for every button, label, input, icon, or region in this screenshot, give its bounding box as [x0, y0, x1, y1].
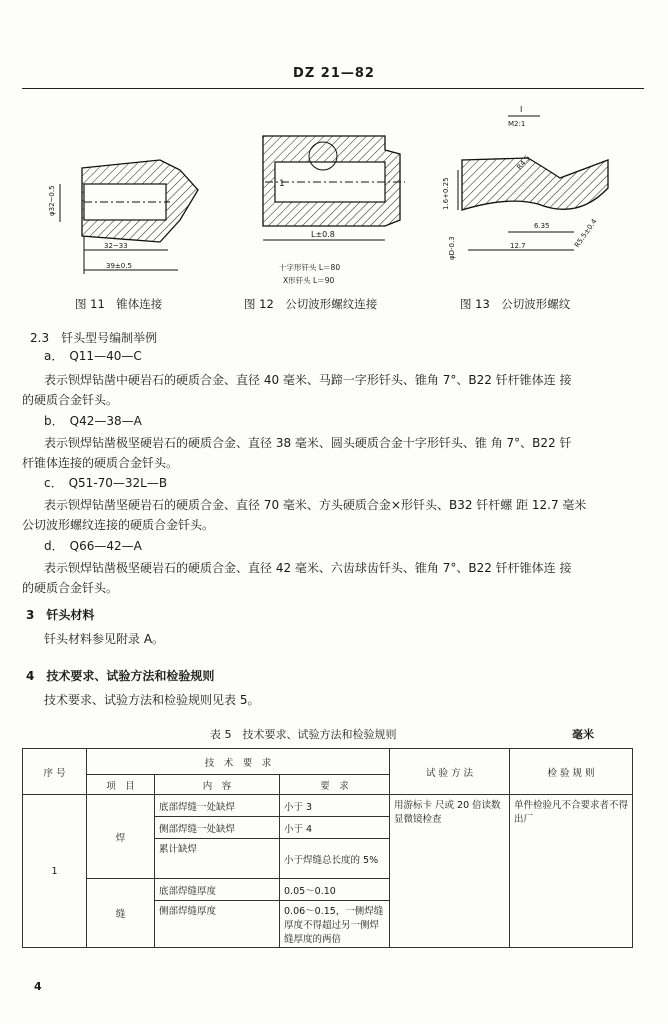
header-tech: 技 术 要 求	[87, 749, 390, 775]
document-code: DZ 21—82	[293, 66, 375, 81]
header-seq: 序 号	[23, 749, 87, 795]
example-a-line-2: 的硬质合金钎头。	[22, 393, 119, 407]
fig12-label: 1	[279, 179, 285, 189]
row-content: 底部焊缝一处缺焊	[155, 795, 280, 817]
figure-12-caption: 图 12 公切波形螺纹连接	[244, 297, 378, 311]
rule-value: 单件检验凡不合要求者不得出厂	[510, 795, 633, 948]
example-c-line-2: 公切波形螺纹连接的硬质合金钎头。	[22, 518, 215, 532]
example-b-label: b． Q42—38—A	[44, 414, 142, 428]
header-req: 要 求	[280, 775, 390, 795]
example-d-line-2: 的硬质合金钎头。	[22, 581, 119, 595]
figure-13-caption: 图 13 公切波形螺纹	[460, 297, 571, 311]
example-b-line-1: 表示钡焊钻凿极坚硬岩石的硬质合金、直径 38 毫米、圆头硬质合金十字形钎头、锥 角 7°、B22 钎	[44, 436, 572, 450]
fig13-title-top: I	[520, 105, 523, 114]
fig12-note-cross: 十字形钎头 L＝80	[279, 263, 341, 272]
row-content: 底部焊缝厚度	[155, 879, 280, 901]
table-caption: 表 5 技术要求、试验方法和检验规则	[210, 728, 397, 741]
figure-11-caption: 图 11 锥体连接	[75, 297, 163, 311]
table-row	[23, 795, 633, 817]
header-content: 内 容	[155, 775, 280, 795]
example-c-label: c． Q51-70—32L—B	[44, 476, 168, 490]
header-method: 试 验 方 法	[390, 749, 510, 795]
example-a-line-1: 表示钡焊钻凿中硬岩石的硬质合金、直径 40 毫米、马蹄一字形钎头、锥角 7°、B22 钎杆锥体连 接	[44, 373, 572, 387]
fig13-dim-r1: R4.5	[515, 153, 532, 172]
section-3-body: 钎头材料参见附录 A。	[44, 632, 165, 646]
row-content: 侧部焊缝一处缺焊	[155, 817, 280, 839]
fig13-dim-depth: 1.6+0.25	[442, 177, 450, 210]
spec-table	[22, 748, 633, 948]
example-c-line-1: 表示钡焊钻凿坚硬岩石的硬质合金、直径 70 毫米、方头硬质合金×形钎头、B32 钎杆螺 距 12.7 毫米	[44, 498, 587, 512]
figure-11-cone-connection	[40, 150, 210, 280]
row-seq-value: 1	[23, 795, 87, 948]
fig12-dim-length: L±0.8	[311, 230, 335, 239]
section-3-title: 3 钎头材料	[26, 608, 95, 622]
fig13-dim-pitch: 12.7	[510, 242, 526, 250]
row-req: 小于焊缝总长度的 5%	[280, 839, 390, 879]
header-rule	[22, 88, 644, 89]
row-content: 侧部焊缝厚度	[155, 901, 280, 948]
example-b-line-2: 杆锥体连接的硬质合金钎头。	[22, 456, 179, 470]
table-unit: 毫米	[572, 728, 594, 741]
fig13-dim-half-pitch: 6.35	[534, 222, 550, 230]
section-2-3-title: 2.3 钎头型号编制举例	[30, 331, 158, 345]
page-number: 4	[34, 980, 42, 993]
item-char-seam: 缝	[87, 879, 155, 948]
row-req: 0.05～0.10	[280, 879, 390, 901]
fig11-dim-diameter: φ32~0.5	[48, 185, 56, 216]
figure-12-thread-connection	[245, 130, 415, 290]
example-d-line-1: 表示钡焊钻凿极坚硬岩石的硬质合金、直径 42 毫米、六齿球齿钎头、锥角 7°、B22 钎杆锥体连 接	[44, 561, 572, 575]
row-req: 小于 4	[280, 817, 390, 839]
fig13-dim-diameter: φD-0.3	[448, 236, 456, 260]
fig11-dim-outer: 39±0.5	[106, 262, 132, 270]
example-d-label: d． Q66—42—A	[44, 539, 142, 553]
section-4-body: 技术要求、试验方法和检验规则见表 5。	[44, 693, 260, 707]
row-req: 小于 3	[280, 795, 390, 817]
header-rule: 检 验 规 则	[510, 749, 633, 795]
fig12-note-x: X形钎头 L＝90	[283, 276, 335, 285]
method-value: 用游标卡 尺或 20 倍读数显微镜检查	[390, 795, 510, 948]
section-4-title: 4 技术要求、试验方法和检验规则	[26, 669, 215, 683]
fig13-title-bottom: M2:1	[508, 120, 526, 128]
item-char-weld: 焊	[87, 795, 155, 879]
figure-13-wave-thread	[428, 100, 628, 270]
header-item: 项 目	[87, 775, 155, 795]
row-req: 0.06～0.15，一侧焊缝厚度不得超过另一侧焊缝厚度的两倍	[280, 901, 390, 948]
fig11-dim-inner: 32~33	[104, 242, 128, 250]
example-a-label: a． Q11—40—C	[44, 349, 142, 363]
fig13-dim-r2: R5.5±0.4	[573, 217, 599, 250]
row-content: 累计缺焊	[155, 839, 280, 879]
